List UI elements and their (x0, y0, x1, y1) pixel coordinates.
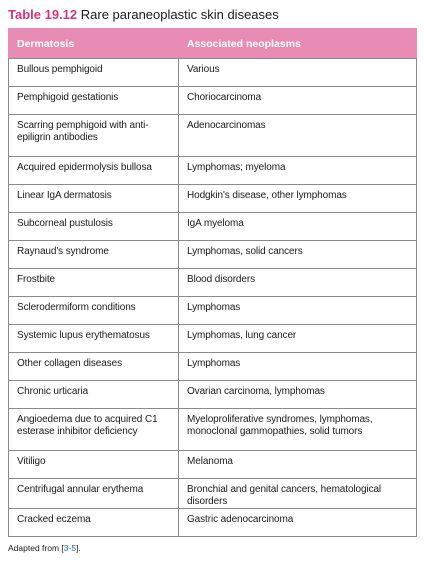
table-row (9, 509, 417, 537)
dermatosis-cell: Vitiligo (9, 451, 179, 479)
neoplasm-cell: Lymphomas (179, 353, 417, 381)
table-row (9, 353, 417, 381)
table-row (9, 185, 417, 213)
table-row (9, 59, 417, 87)
footnote-suffix: ]. (76, 543, 81, 553)
footnote-prefix: Adapted from [ (8, 543, 64, 553)
table-row (9, 479, 417, 509)
neoplasm-cell: Various (179, 59, 417, 87)
neoplasm-cell: Adenocarcinomas (179, 115, 417, 157)
dermatosis-cell: Scarring pemphigoid with anti- epiligrin antibodies (9, 115, 179, 157)
neoplasm-cell: Gastric adenocarcinoma (179, 509, 417, 537)
dermatosis-cell: Centrifugal annular erythema (9, 479, 179, 509)
header-associated-neoplasms: Associated neoplasms (179, 29, 417, 59)
table-row (9, 87, 417, 115)
neoplasm-cell: Myeloproliferative syndromes, lymphomas, monoclonal gammopathies, solid tumors (179, 409, 417, 451)
neoplasm-cell: Lymphomas, solid cancers (179, 241, 417, 269)
neoplasm-cell: Ovarian carcinoma, lymphomas (179, 381, 417, 409)
dermatosis-cell: Frostbite (9, 269, 179, 297)
header-dermatosis: Dermatosis (9, 29, 179, 59)
table-row (9, 115, 417, 157)
paraneoplastic-table (8, 28, 417, 537)
dermatosis-cell: Angioedema due to acquired C1 esterase inhibitor deficiency (9, 409, 179, 451)
table-title: Rare paraneoplastic skin diseases (80, 7, 279, 22)
table-row (9, 241, 417, 269)
table-row (9, 213, 417, 241)
neoplasm-cell: Bronchial and genital cancers, hematological disorders (179, 479, 417, 509)
dermatosis-cell: Sclerodermiform conditions (9, 297, 179, 325)
header-row (9, 29, 417, 59)
neoplasm-cell: Lymphomas; myeloma (179, 157, 417, 185)
table-caption (8, 6, 279, 24)
table-row (9, 381, 417, 409)
table-row (9, 269, 417, 297)
footnote (8, 542, 81, 554)
table-row (9, 451, 417, 479)
dermatosis-cell: Linear IgA dermatosis (9, 185, 179, 213)
table-row (9, 409, 417, 451)
dermatosis-cell: Other collagen diseases (9, 353, 179, 381)
neoplasm-cell: Lymphomas (179, 297, 417, 325)
dermatosis-cell: Chronic urticaria (9, 381, 179, 409)
neoplasm-cell: Choriocarcinoma (179, 87, 417, 115)
dermatosis-cell: Subcorneal pustulosis (9, 213, 179, 241)
dermatosis-cell: Systemic lupus erythematosus (9, 325, 179, 353)
neoplasm-cell: Blood disorders (179, 269, 417, 297)
neoplasm-cell: Lymphomas, lung cancer (179, 325, 417, 353)
table-number: Table 19.12 (8, 7, 78, 22)
table-row (9, 325, 417, 353)
dermatosis-cell: Acquired epidermolysis bullosa (9, 157, 179, 185)
table-row (9, 297, 417, 325)
dermatosis-cell: Bullous pemphigoid (9, 59, 179, 87)
table-body (9, 59, 417, 537)
neoplasm-cell: Hodgkin's disease, other lymphomas (179, 185, 417, 213)
dermatosis-cell: Pemphigoid gestationis (9, 87, 179, 115)
dermatosis-cell: Raynaud's syndrome (9, 241, 179, 269)
neoplasm-cell: Melanoma (179, 451, 417, 479)
dermatosis-cell: Cracked eczema (9, 509, 179, 537)
neoplasm-cell: IgA myeloma (179, 213, 417, 241)
reference-link[interactable]: 3-5 (63, 543, 77, 553)
table-row (9, 157, 417, 185)
